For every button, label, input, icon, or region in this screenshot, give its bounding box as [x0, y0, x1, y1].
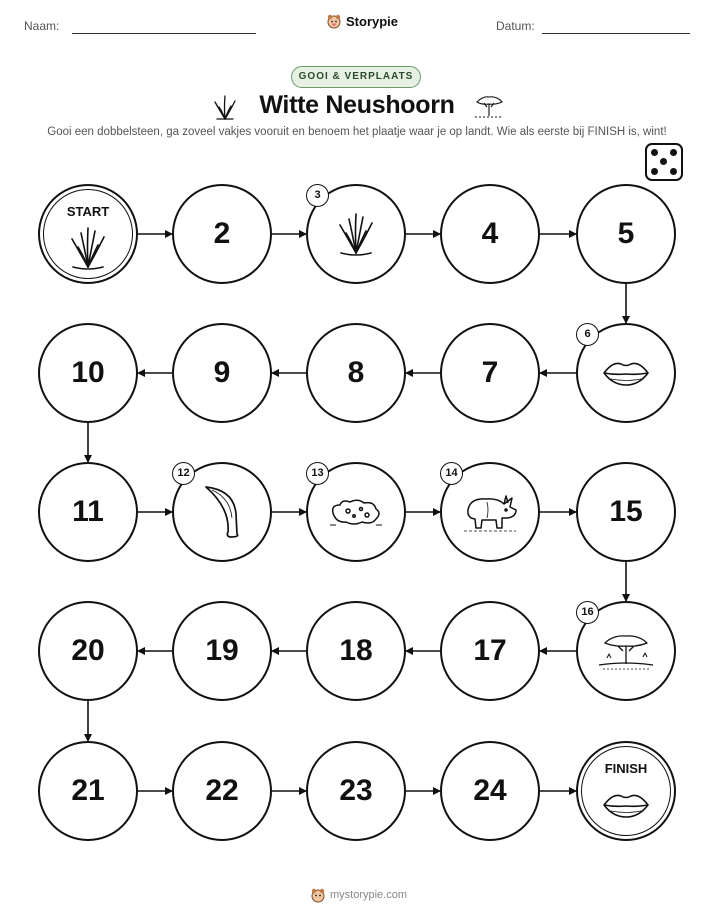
board-space-23 — [306, 741, 406, 841]
space-number-badge: 16 — [576, 601, 599, 624]
board-space-7 — [440, 323, 540, 423]
space-number: 23 — [339, 774, 373, 807]
start-label: START — [66, 204, 110, 219]
board-space-19 — [172, 601, 272, 701]
board-space-4 — [440, 184, 540, 284]
board-space-14 — [440, 462, 540, 562]
space-number-badge: 12 — [172, 462, 195, 485]
game-type-tag: GOOI & VERPLAATS — [291, 66, 421, 88]
board-space-24 — [440, 741, 540, 841]
space-number: 21 — [71, 774, 105, 807]
finish-label: FINISH — [604, 761, 648, 776]
space-number: 7 — [481, 356, 499, 389]
start-space — [38, 184, 138, 284]
board-space-11 — [38, 462, 138, 562]
board-space-2 — [172, 184, 272, 284]
board-space-17 — [440, 601, 540, 701]
board-space-12 — [172, 462, 272, 562]
space-number: 19 — [205, 634, 239, 667]
date-label: Datum: — [496, 19, 535, 33]
grass-icon — [334, 211, 378, 262]
space-number: 15 — [609, 495, 643, 528]
storypie-mascot-icon — [310, 887, 326, 903]
space-number: 11 — [72, 495, 104, 528]
space-number: 2 — [213, 217, 231, 250]
space-number: 22 — [205, 774, 239, 807]
mud-icon — [328, 495, 384, 534]
space-number-badge: 3 — [306, 184, 329, 207]
page-title: Witte Neushoorn — [259, 91, 455, 119]
space-number: 24 — [473, 774, 507, 807]
board-space-15 — [576, 462, 676, 562]
board-space-9 — [172, 323, 272, 423]
space-number-badge: 13 — [306, 462, 329, 485]
horn-icon — [200, 484, 244, 545]
board-space-18 — [306, 601, 406, 701]
space-number: 20 — [71, 634, 105, 667]
space-number: 5 — [617, 217, 635, 250]
space-number-badge: 6 — [576, 323, 599, 346]
rhino-icon — [460, 490, 520, 539]
brand-name: Storypie — [346, 13, 399, 29]
space-number: 10 — [71, 356, 105, 389]
name-label: Naam: — [24, 19, 60, 33]
board-space-6 — [576, 323, 676, 423]
board-space-16 — [576, 601, 676, 701]
space-number: 18 — [339, 634, 373, 667]
grass-icon — [66, 225, 110, 276]
board-space-3 — [306, 184, 406, 284]
board-space-21 — [38, 741, 138, 841]
board-space-10 — [38, 323, 138, 423]
board-space-5 — [576, 184, 676, 284]
lips-icon — [601, 791, 651, 824]
instructions-text: Gooi een dobbelsteen, ga zoveel vakjes vooruit en benoem het plaatje waar je op landt. Wie als eerste bij FINISH is, wint! — [47, 126, 667, 138]
space-number: 4 — [481, 217, 499, 250]
space-number-badge: 14 — [440, 462, 463, 485]
space-number: 9 — [213, 356, 231, 389]
space-number: 8 — [347, 356, 365, 389]
board-space-20 — [38, 601, 138, 701]
lips-icon — [601, 359, 651, 392]
space-number: 17 — [473, 634, 507, 667]
finish-space — [576, 741, 676, 841]
board-space-8 — [306, 323, 406, 423]
board-space-13 — [306, 462, 406, 562]
savanna-icon — [597, 631, 655, 676]
footer-url: mystorypie.com — [330, 889, 408, 901]
board-space-22 — [172, 741, 272, 841]
footer — [310, 887, 407, 903]
